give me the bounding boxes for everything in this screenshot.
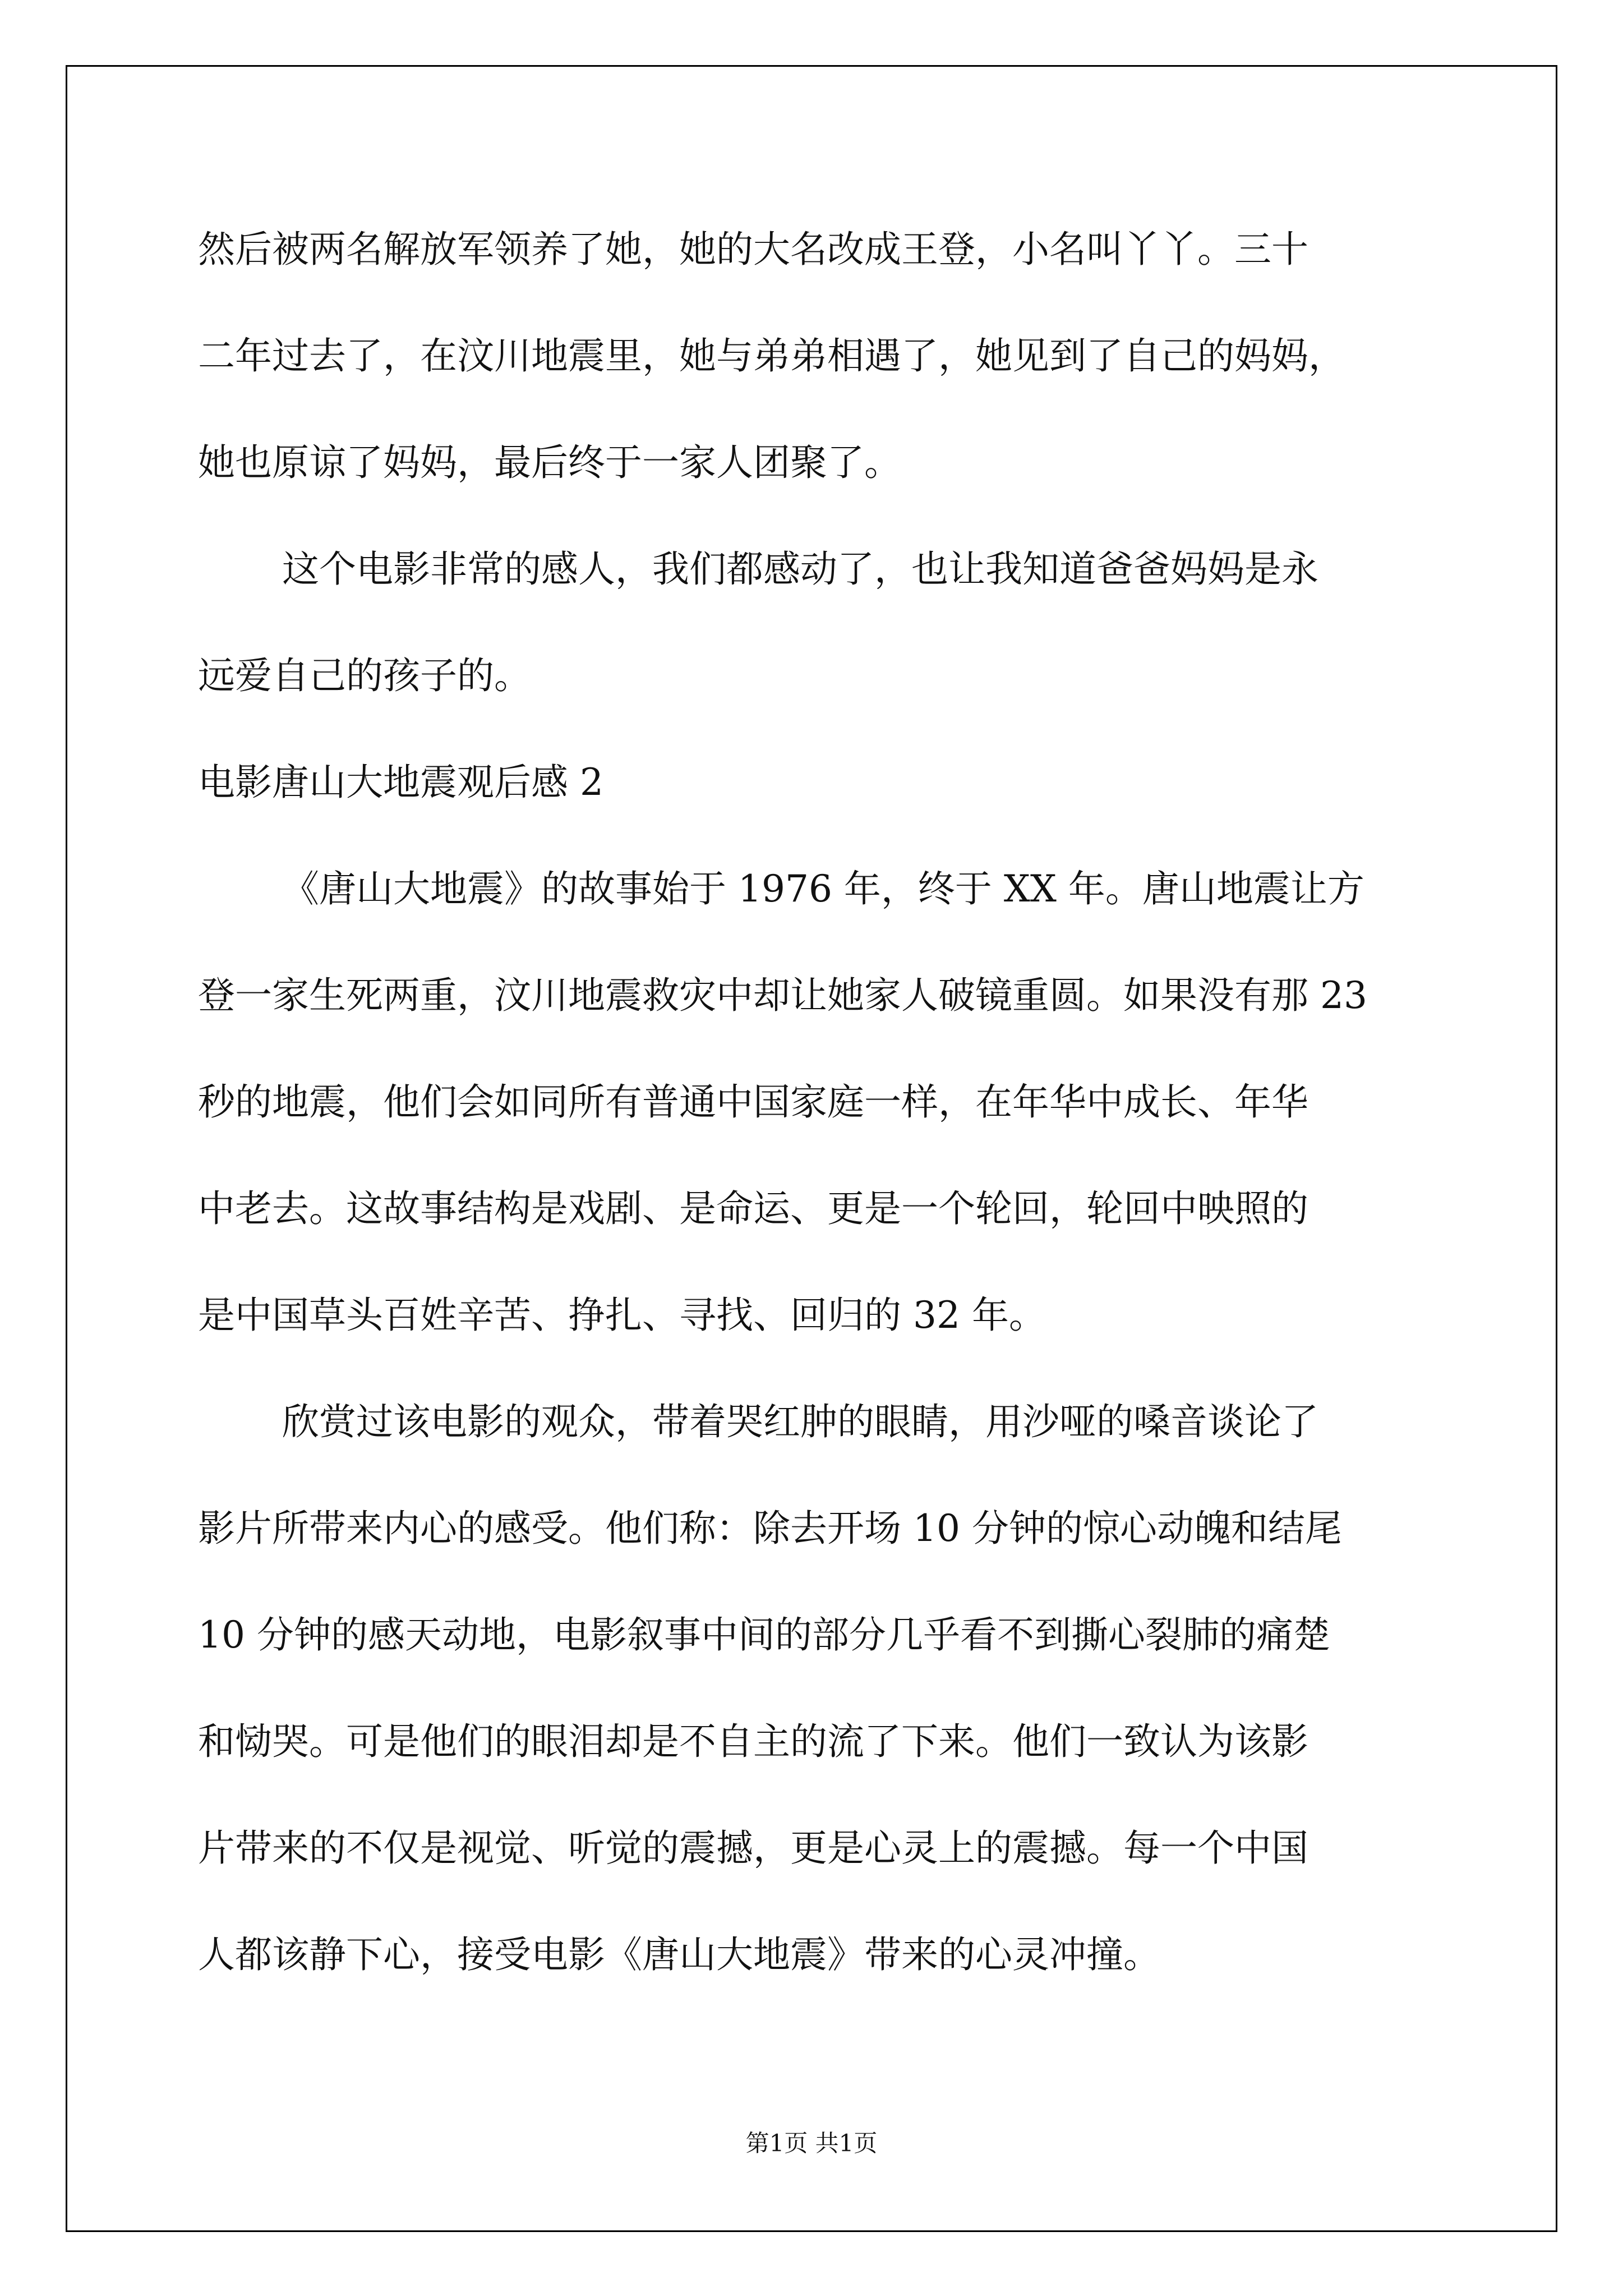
paragraph-line: 二年过去了，在汶川地震里，她与弟弟相遇了，她见到了自己的妈妈，	[198, 334, 1345, 378]
page-number-footer: 第1页 共1页	[745, 2129, 878, 2157]
section-heading: 电影唐山大地震观后感 2	[198, 761, 603, 804]
paragraph-line: 欣赏过该电影的观众，带着哭红肿的眼睛，用沙哑的嗓音谈论了	[282, 1400, 1318, 1443]
paragraph-line: 然后被两名解放军领养了她，她的大名改成王登，小名叫丫丫。三十	[198, 228, 1308, 271]
paragraph-line: 这个电影非常的感人，我们都感动了，也让我知道爸爸妈妈是永	[282, 547, 1318, 591]
paragraph-line: 10 分钟的感天动地，电影叙事中间的部分几乎看不到撕心裂肺的痛楚	[198, 1613, 1330, 1657]
page-border	[66, 65, 1557, 2232]
paragraph-line: 片带来的不仅是视觉、听觉的震撼，更是心灵上的震撼。每一个中国	[198, 1826, 1308, 1870]
paragraph-line: 《唐山大地震》的故事始于 1976 年，终于 XX 年。唐山地震让方	[282, 867, 1364, 910]
paragraph-line: 影片所带来内心的感受。他们称：除去开场 10 分钟的惊心动魄和结尾	[198, 1507, 1342, 1550]
paragraph-line: 她也原谅了妈妈，最后终于一家人团聚了。	[198, 441, 901, 484]
paragraph-line: 中老去。这故事结构是戏剧、是命运、更是一个轮回，轮回中映照的	[198, 1187, 1308, 1230]
paragraph-line: 秒的地震，他们会如同所有普通中国家庭一样，在年华中成长、年华	[198, 1080, 1308, 1124]
paragraph-line: 远爱自己的孩子的。	[198, 654, 531, 697]
paragraph-line: 和恸哭。可是他们的眼泪却是不自主的流了下来。他们一致认为该影	[198, 1720, 1308, 1763]
paragraph-line: 是中国草头百姓辛苦、挣扎、寻找、回归的 32 年。	[198, 1294, 1046, 1337]
paragraph-line: 登一家生死两重，汶川地震救灾中却让她家人破镜重圆。如果没有那 23	[198, 974, 1367, 1017]
paragraph-line: 人都该静下心，接受电影《唐山大地震》带来的心灵冲撞。	[198, 1933, 1160, 1976]
